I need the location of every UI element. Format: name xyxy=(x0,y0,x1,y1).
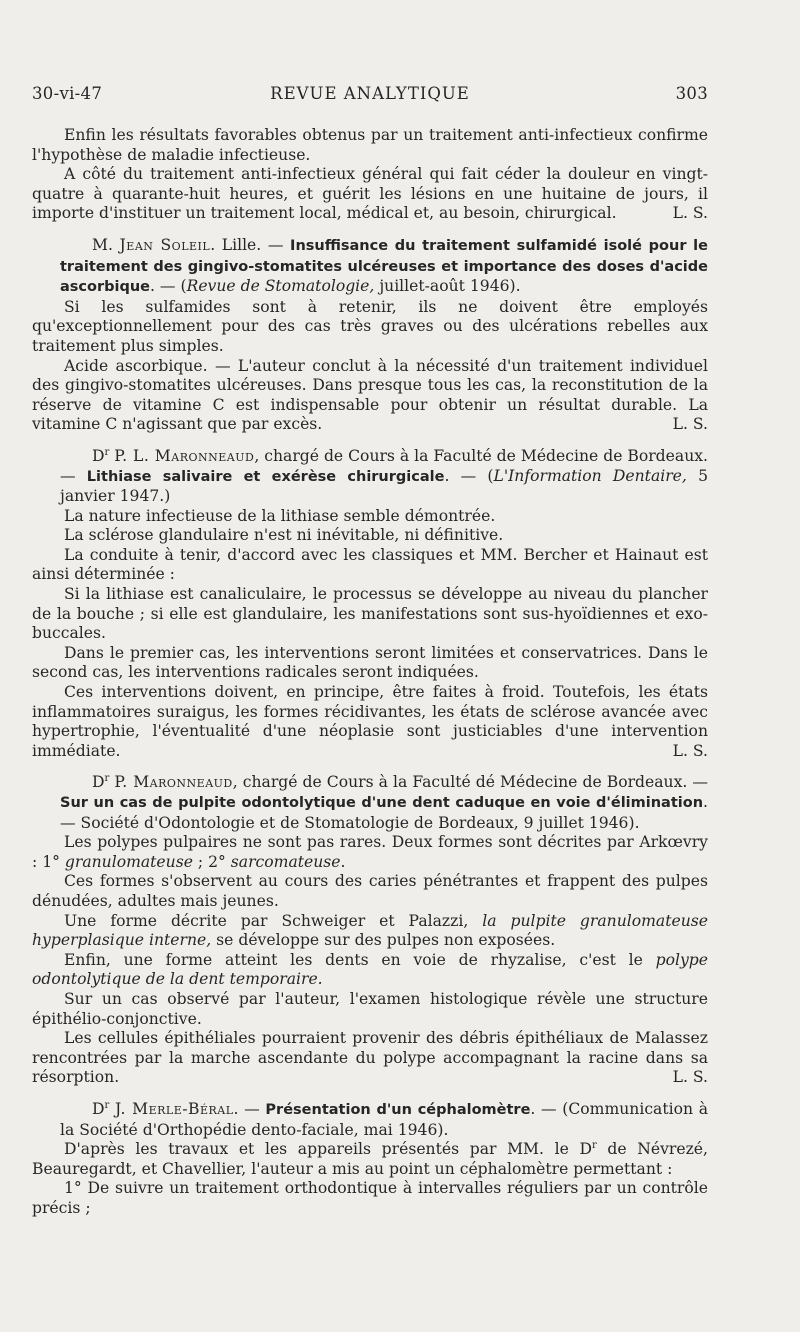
paragraph: Une forme décrite par Schweiger et Palazzi, la pulpite granulomateuse hyperplasique interne, se développe sur des pulpes non exposées. xyxy=(32,911,708,950)
paragraph: Enfin les résultats favorables obtenus par un traitement anti-infectieux confirme l'hypothèse de maladie infectieuse. xyxy=(32,126,708,164)
article-title: Présentation d'un céphalomètre xyxy=(265,1101,531,1118)
signature: L. S. xyxy=(672,204,708,223)
article-byline: M. Jean Soleil. Lille. — Insuffisance du traitement sulfamidé isolé pour le traitement des gingivo-stomatites ulcéreuses et importance des doses d'acide ascorbique. — (Revue de Stomatologie, juillet-août 1946). xyxy=(60,235,708,296)
source-journal: Revue de Stomatologie, xyxy=(186,277,375,296)
article-title: Lithiase salivaire et exérèse chirurgicale xyxy=(86,468,445,485)
article-maronneaud-pulpite xyxy=(32,773,708,1088)
author-name: P. L. Maronneaud xyxy=(114,446,255,465)
header-journal-title: REVUE ANALYTIQUE xyxy=(270,84,470,103)
paragraph: Si les sulfamides sont à retenir, ils ne doivent être employés qu'exceptionnellement pour des cas très graves ou des ulcérations rebelles aux traitement plus simples. xyxy=(32,297,708,355)
signature: L. S. xyxy=(672,415,708,434)
page-body xyxy=(32,126,708,1218)
article-title: Insuffisance du traitement sulfamidé isolé pour le traitement des gingivo-stomatites ulcéreuses et importance des doses d'acide ascorbique xyxy=(60,237,708,296)
signature: L. S. xyxy=(672,741,708,760)
paragraph: Dans le premier cas, les interventions seront limitées et conservatrices. Dans le second cas, les interventions radicales seront indiquées. xyxy=(32,643,708,682)
paragraph: Enfin, une forme atteint les dents en voie de rhyzalise, c'est le polype odontolytique de la dent temporaire. xyxy=(32,950,708,989)
paragraph: A côté du traitement anti-infectieux général qui fait céder la douleur en vingt-quatre à quarante-huit heures, et guérit les lésions en une huitaine de jours, il importe d'instituer un traitement local, médical et, au besoin, chirurgical. L. S. xyxy=(32,165,708,223)
article-merle-beral xyxy=(32,1100,708,1219)
article-maronneaud-lithiase xyxy=(32,447,708,762)
article-byline: $D^r$ J. Merle-Béral. — Présentation d'un céphalomètre. — (Communication à la Société d'Orthopédie dento-faciale, mai 1946). xyxy=(60,1099,708,1139)
paragraph: La nature infectieuse de la lithiase semble démontrée. xyxy=(64,506,496,525)
signature: L. S. xyxy=(672,1068,708,1087)
paragraph: La sclérose glandulaire n'est ni inévitable, ni définitive. xyxy=(64,526,504,545)
header-date: 30-vi-47 xyxy=(32,84,103,103)
source-journal: L'Information Dentaire, xyxy=(493,466,687,485)
article-title: Sur un cas de pulpite odontolytique d'une dent caduque en voie d'élimination xyxy=(60,795,704,811)
paragraph: Sur un cas observé par l'auteur, l'examen histologique révèle une structure épithélio-conjonctive. xyxy=(32,989,708,1028)
paragraph: La conduite à tenir, d'accord avec les classiques et MM. Bercher et Hainaut est ainsi déterminée : xyxy=(32,545,708,584)
author-name: Jean Soleil xyxy=(119,235,211,254)
header-page-number: 303 xyxy=(675,84,708,103)
paragraph: Les cellules épithéliales pourraient provenir des débris épithéliaux de Malassez rencontrées par la marche ascendante du polype accompagnant la racine dans sa résorption. L. S. xyxy=(32,1029,708,1087)
author-name: J. Merle-Béral xyxy=(114,1099,234,1118)
paragraph: D'après les travaux et les appareils présentés par MM. le $D^r$ de Névrezé, Beauregardt, et Chavellier, l'auteur a mis au point un céphalomètre permettant : xyxy=(32,1139,708,1178)
paragraph: Acide ascorbique. — L'auteur conclut à la nécessité d'un traitement individuel des gingivo-stomatites ulcéreuses. Dans presque tous les cas, la reconstitution de la réserve de vitamine C est indispensable pour obtenir un résultat durable. La vitamine C n'agissant que par excès. L. S. xyxy=(32,356,708,434)
article-byline: $D^r$ P. Maronneaud, chargé de Cours à la Faculté dé Médecine de Bordeaux. — Sur un cas de pulpite odontolytique d'une dent caduque en voie d'élimination. — Société d'Odontologie et de Stomatologie de Bordeaux, 9 juillet 1946). xyxy=(60,773,708,832)
intro-section xyxy=(32,126,708,224)
article-soleil xyxy=(32,236,708,435)
author-name: P. Maronneaud xyxy=(114,773,233,792)
paragraph: Ces formes s'observent au cours des caries pénétrantes et frappent des pulpes dénudées, adultes mais jeunes. xyxy=(32,872,708,910)
paragraph: Les polypes pulpaires ne sont pas rares. Deux formes sont décrites par Arkœvry : 1° granulomateuse ; 2° sarcomateuse. xyxy=(32,833,708,871)
running-header xyxy=(32,84,708,108)
paragraph: Si la lithiase est canaliculaire, le processus se développe au niveau du plancher de la bouche ; si elle est glandulaire, les manifestations sont sus-hyoïdiennes et exo-buccales. xyxy=(32,585,708,643)
paragraph: 1° De suivre un traitement orthodontique à intervalles réguliers par un contrôle précis ; xyxy=(32,1179,708,1217)
article-byline: $D^r$ P. L. Maronneaud, chargé de Cours à la Faculté de Médecine de Bordeaux. — Lithiase salivaire et exérèse chirurgicale. — (L'Information Dentaire, 5 janvier 1947.) xyxy=(60,446,708,506)
paragraph: Ces interventions doivent, en principe, être faites à froid. Toutefois, les états inflammatoires suraigus, les formes récidivantes, les états de sclérose avancée avec hypertrophie, l'éventualité d'une néoplasie sont justiciables d'une intervention immédiate. L. S. xyxy=(32,683,708,760)
